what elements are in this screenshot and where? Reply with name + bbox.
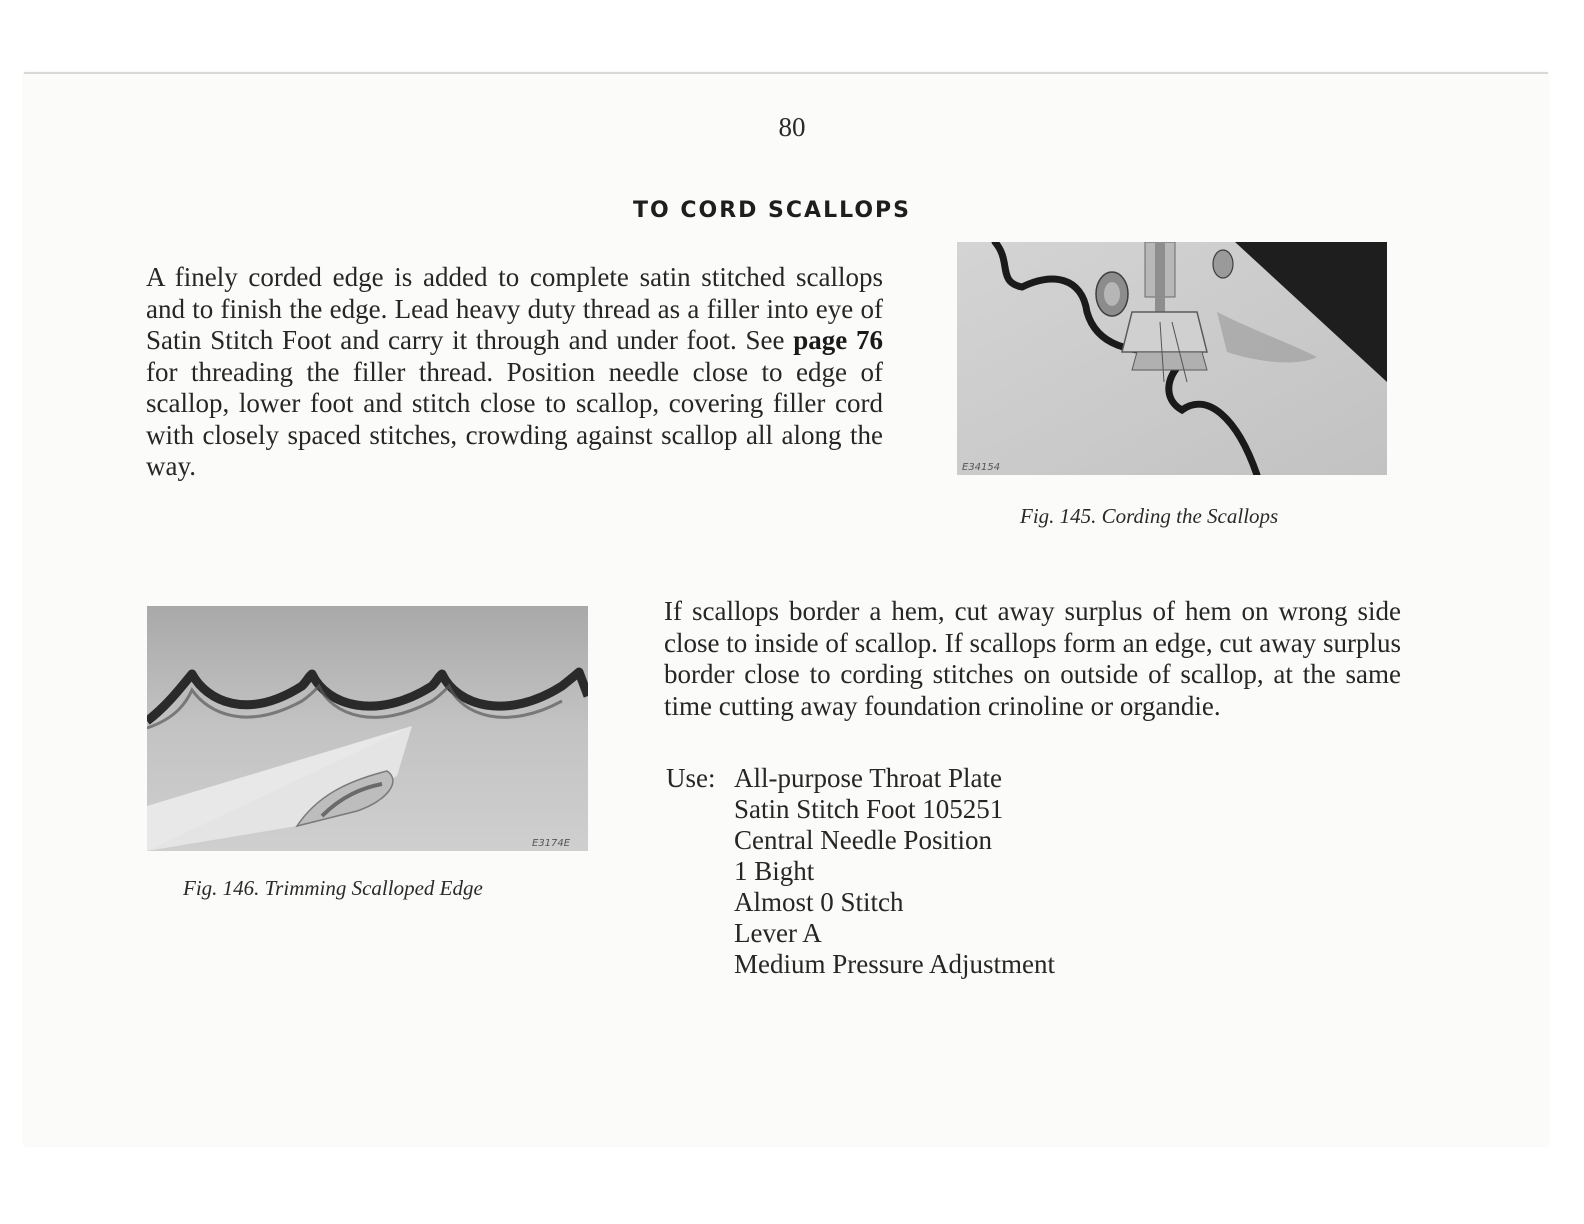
use-item: Lever A [734,918,822,948]
figure-145-photo [957,242,1387,475]
intro-text-start: A finely corded edge is added to complete satin stitched scallops and to finish the edge. Lead heavy duty thread as a filler into eye of Satin Stitch Foot and carry it through and under foot. See [146,262,883,355]
use-item: 1 Bight [734,856,815,886]
figure-145-caption: Fig. 145. Cording the Scallops [1020,504,1279,528]
intro-paragraph [146,262,883,483]
figure-146-photo [147,606,588,851]
use-items [734,763,1055,980]
section-title: TO CORD SCALLOPS [632,198,912,223]
figure-145-code: E34154 [962,462,1001,473]
use-item: Medium Pressure Adjustment [734,949,1055,979]
use-label: Use: [666,763,716,793]
use-item: Almost 0 Stitch [734,887,904,917]
figure-146-caption: Fig. 146. Trimming Scalloped Edge [183,876,483,900]
use-item: All-purpose Throat Plate [734,763,1002,793]
page-number: 80 [778,112,806,142]
figure-146-code: E3174E [532,838,571,849]
trimming-paragraph: If scallops border a hem, cut away surplus of hem on wrong side close to inside of scallop. If scallops form an edge, cut away surplus border close to cording stitches on outside of scallop, at the same time cutting away foundation crinoline or organdie. [664,596,1401,721]
use-item: Central Needle Position [734,825,992,855]
intro-text-end: for threading the filler thread. Position needle close to edge of scallop, lower foot and stitch close to scallop, covering filler cord with closely spaced stitches, crowding against scallop all along the way. [146,356,883,481]
page-reference: page 76 [793,325,884,355]
use-item: Satin Stitch Foot 105251 [734,794,1004,824]
